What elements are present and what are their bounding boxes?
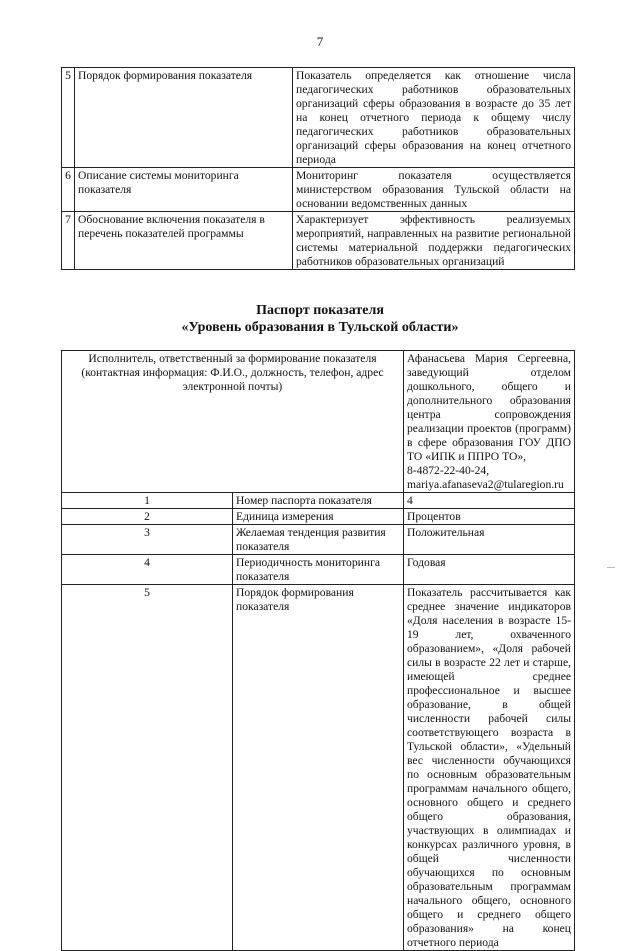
passport-table (61, 350, 575, 951)
table-row (62, 212, 575, 270)
executor-label: Исполнитель, ответственный за формирование показателя (контактная информация: Ф.И.О., должность, телефон, адрес электронной почты) (62, 351, 404, 493)
table-row (62, 168, 575, 212)
executor-email: mariya.afanaseva2@tularegion.ru (407, 478, 564, 491)
row-value: Мониторинг показателя осуществляется министерством образования Тульской области на основании ведомственных данных (293, 168, 575, 212)
row-label: Порядок формирования показателя (75, 68, 293, 168)
executor-info (404, 351, 575, 493)
row-number: 3 (62, 525, 233, 555)
scan-mark (607, 567, 615, 568)
row-value: Характеризует эффективность реализуемых мероприятий, направленных на развитие региональной системы материальной поддержки педагогических работников образовательных организаций (293, 212, 575, 270)
row-value: Годовая (404, 555, 575, 585)
row-value: Положительная (404, 525, 575, 555)
row-value: Показатель рассчитывается как среднее значение индикаторов «Доля населения в возрасте 15-19 лет, охваченного образованием», «Доля рабочей силы в возрасте 22 лет и старше, имеющей среднее профессиональное и высшее образование, в общей численности рабочей силы соответствующего возраста в Тульской области», «Удельный вес численности обучающихся по основным образовательным программам начального общего, основного общего и среднего общего образования, участвующих в олимпиадах и конкурсах различного уровня, в общей численности обучающихся по основным образовательным программам начального общего, основного общего и среднего общего образования» на конец отчетного периода (404, 585, 575, 951)
executor-row (62, 351, 575, 493)
page-number: 7 (316, 34, 324, 49)
executor-phone: 8-4872-22-40-24, (407, 464, 490, 477)
row-label: Единица измерения (233, 509, 404, 525)
row-label: Периодичность мониторинга показателя (233, 555, 404, 585)
row-label: Желаемая тенденция развития показателя (233, 525, 404, 555)
table-row (62, 68, 575, 168)
table-row (62, 585, 575, 951)
passport-title-line2: «Уровень образования в Тульской области» (181, 320, 459, 335)
row-label: Номер паспорта показателя (233, 493, 404, 509)
table-row (62, 493, 575, 509)
row-number: 4 (62, 555, 233, 585)
indicator-table-continued (61, 67, 575, 270)
passport-title (0, 302, 640, 336)
row-number: 6 (62, 168, 75, 212)
table-row (62, 555, 575, 585)
table-row (62, 509, 575, 525)
row-number: 2 (62, 509, 233, 525)
table-row (62, 525, 575, 555)
passport-title-line1: Паспорт показателя (256, 303, 384, 318)
row-value: Показатель определяется как отношение числа педагогических работников образовательных организаций сферы образования в возрасте до 35 лет на конец отчетного периода к общему числу педагогических работников образовательных организаций сферы образования на конец отчетного периода (293, 68, 575, 168)
row-label: Порядок формирования показателя (233, 585, 404, 951)
row-number: 5 (62, 585, 233, 951)
row-label: Описание системы мониторинга показателя (75, 168, 293, 212)
row-value: Процентов (404, 509, 575, 525)
row-number: 1 (62, 493, 233, 509)
row-label: Обоснование включения показателя в перечень показателей программы (75, 212, 293, 270)
row-number: 7 (62, 212, 75, 270)
executor-value: Афанасьева Мария Сергеевна, заведующий отделом дошкольного, общего и дополнительного образования центра сопровождения реализации проектов (программ) в сфере образования ГОУ ДПО ТО «ИПК и ППРО ТО», (407, 352, 571, 463)
row-number: 5 (62, 68, 75, 168)
row-value: 4 (404, 493, 575, 509)
